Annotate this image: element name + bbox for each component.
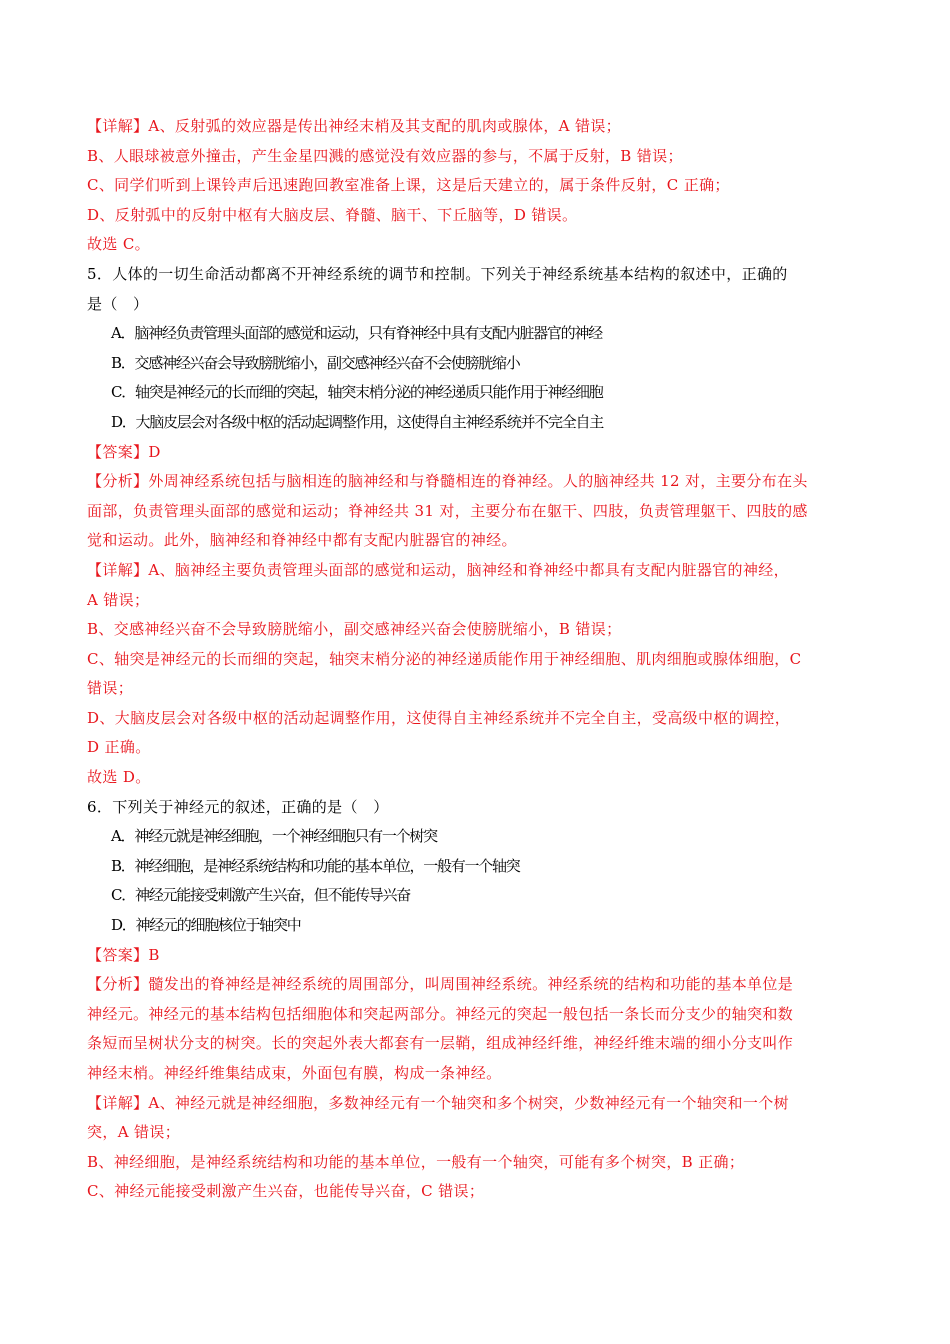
detail-line: C、轴突是神经元的长而细的突起，轴突末梢分泌的神经递质能作用于神经细胞、肌肉细胞或腺体细胞，C bbox=[87, 649, 802, 668]
option-b: B．交感神经兴奋会导致膀胱缩小，副交感神经兴奋不会使膀胱缩小 bbox=[111, 353, 520, 372]
question-6 bbox=[87, 793, 872, 1207]
detail-line: 【详解】A、脑神经主要负责管理头面部的感觉和运动，脑神经和脊神经中都具有支配内脏器官的神经， bbox=[87, 560, 789, 579]
analysis-line: 【分析】髓发出的脊神经是神经系统的周围部分，叫周围神经系统。神经系统的结构和功能的基本单位是 bbox=[87, 975, 794, 994]
option-c: C．神经元能接受刺激产生兴奋，但不能传导兴奋 bbox=[111, 886, 410, 905]
option-c: C．轴突是神经元的长而细的突起，轴突末梢分泌的神经递质只能作用于神经细胞 bbox=[111, 383, 603, 402]
answer-line: 【答案】B bbox=[87, 945, 160, 964]
conclusion-line: 故选 D。 bbox=[87, 768, 151, 787]
previous-question-detail bbox=[87, 112, 872, 260]
analysis-line: 条短而呈树状分支的树突。长的突起外表大都套有一层鞘，组成神经纤维，神经纤维末端的细小分支叫作 bbox=[87, 1034, 794, 1053]
detail-line: 【详解】A、神经元就是神经细胞，多数神经元有一个轴突和多个树突，少数神经元有一个轴突和一个树 bbox=[87, 1093, 789, 1112]
analysis-line: 觉和运动。此外，脑神经和脊神经中都有支配内脏器官的神经。 bbox=[87, 531, 517, 550]
option-d: D．大脑皮层会对各级中枢的活动起调整作用，这使得自主神经系统并不完全自主 bbox=[111, 412, 604, 431]
analysis-line: 【分析】外周神经系统包括与脑相连的脑神经和与脊髓相连的脊神经。人的脑神经共 12 对，主要分布在头 bbox=[87, 472, 808, 491]
question-stem: 5．人体的一切生命活动都离不开神经系统的调节和控制。下列关于神经系统基本结构的叙述中，正确的 bbox=[87, 264, 788, 283]
document-page bbox=[87, 112, 872, 1207]
option-d: D．神经元的细胞核位于轴突中 bbox=[111, 916, 301, 935]
detail-line: D、反射弧中的反射中枢有大脑皮层、脊髓、脑干、下丘脑等，D 错误。 bbox=[87, 205, 578, 224]
detail-line: 错误； bbox=[87, 679, 134, 698]
detail-line: C、神经元能接受刺激产生兴奋，也能传导兴奋，C 错误； bbox=[87, 1182, 485, 1201]
question-5 bbox=[87, 260, 872, 793]
detail-line: B、神经细胞，是神经系统结构和功能的基本单位，一般有一个轴突，可能有多个树突，B 正确； bbox=[87, 1152, 745, 1171]
analysis-line: 神经末梢。神经纤维集结成束，外面包有膜，构成一条神经。 bbox=[87, 1064, 502, 1082]
analysis-line: 神经元。神经元的基本结构包括细胞体和突起两部分。神经元的突起一般包括一条长而分支少的轴突和数 bbox=[87, 1004, 794, 1023]
question-stem: 是（ ） bbox=[87, 294, 149, 313]
option-b: B．神经细胞，是神经系统结构和功能的基本单位，一般有一个轴突 bbox=[111, 856, 520, 875]
detail-line: C、同学们听到上课铃声后迅速跑回教室准备上课，这是后天建立的，属于条件反射，C 正确； bbox=[87, 176, 730, 195]
detail-line: B、人眼球被意外撞击，产生金星四溅的感觉没有效应器的参与，不属于反射，B 错误； bbox=[87, 146, 683, 165]
option-a: A．神经元就是神经细胞，一个神经细胞只有一个树突 bbox=[111, 827, 437, 846]
detail-line: A 错误； bbox=[87, 590, 150, 609]
question-stem: 6．下列关于神经元的叙述，正确的是（ ） bbox=[87, 797, 389, 816]
detail-line: 【详解】A、反射弧的效应器是传出神经末梢及其支配的肌肉或腺体，A 错误； bbox=[87, 117, 622, 135]
answer-line: 【答案】D bbox=[87, 442, 161, 461]
detail-line: B、交感神经兴奋不会导致膀胱缩小，副交感神经兴奋会使膀胱缩小，B 错误； bbox=[87, 620, 622, 639]
option-a: A．脑神经负责管理头面部的感觉和运动，只有脊神经中具有支配内脏器官的神经 bbox=[111, 324, 602, 343]
detail-line: D 正确。 bbox=[87, 738, 151, 757]
detail-line: D、大脑皮层会对各级中枢的活动起调整作用，这使得自主神经系统并不完全自主，受高级中枢的调控， bbox=[87, 708, 791, 727]
analysis-line: 面部，负责管理头面部的感觉和运动；脊神经共 31 对，主要分布在躯干、四肢，负责管理躯干、四肢的感 bbox=[87, 501, 808, 520]
conclusion-line: 故选 C。 bbox=[87, 235, 150, 254]
detail-line: 突，A 错误； bbox=[87, 1123, 181, 1142]
